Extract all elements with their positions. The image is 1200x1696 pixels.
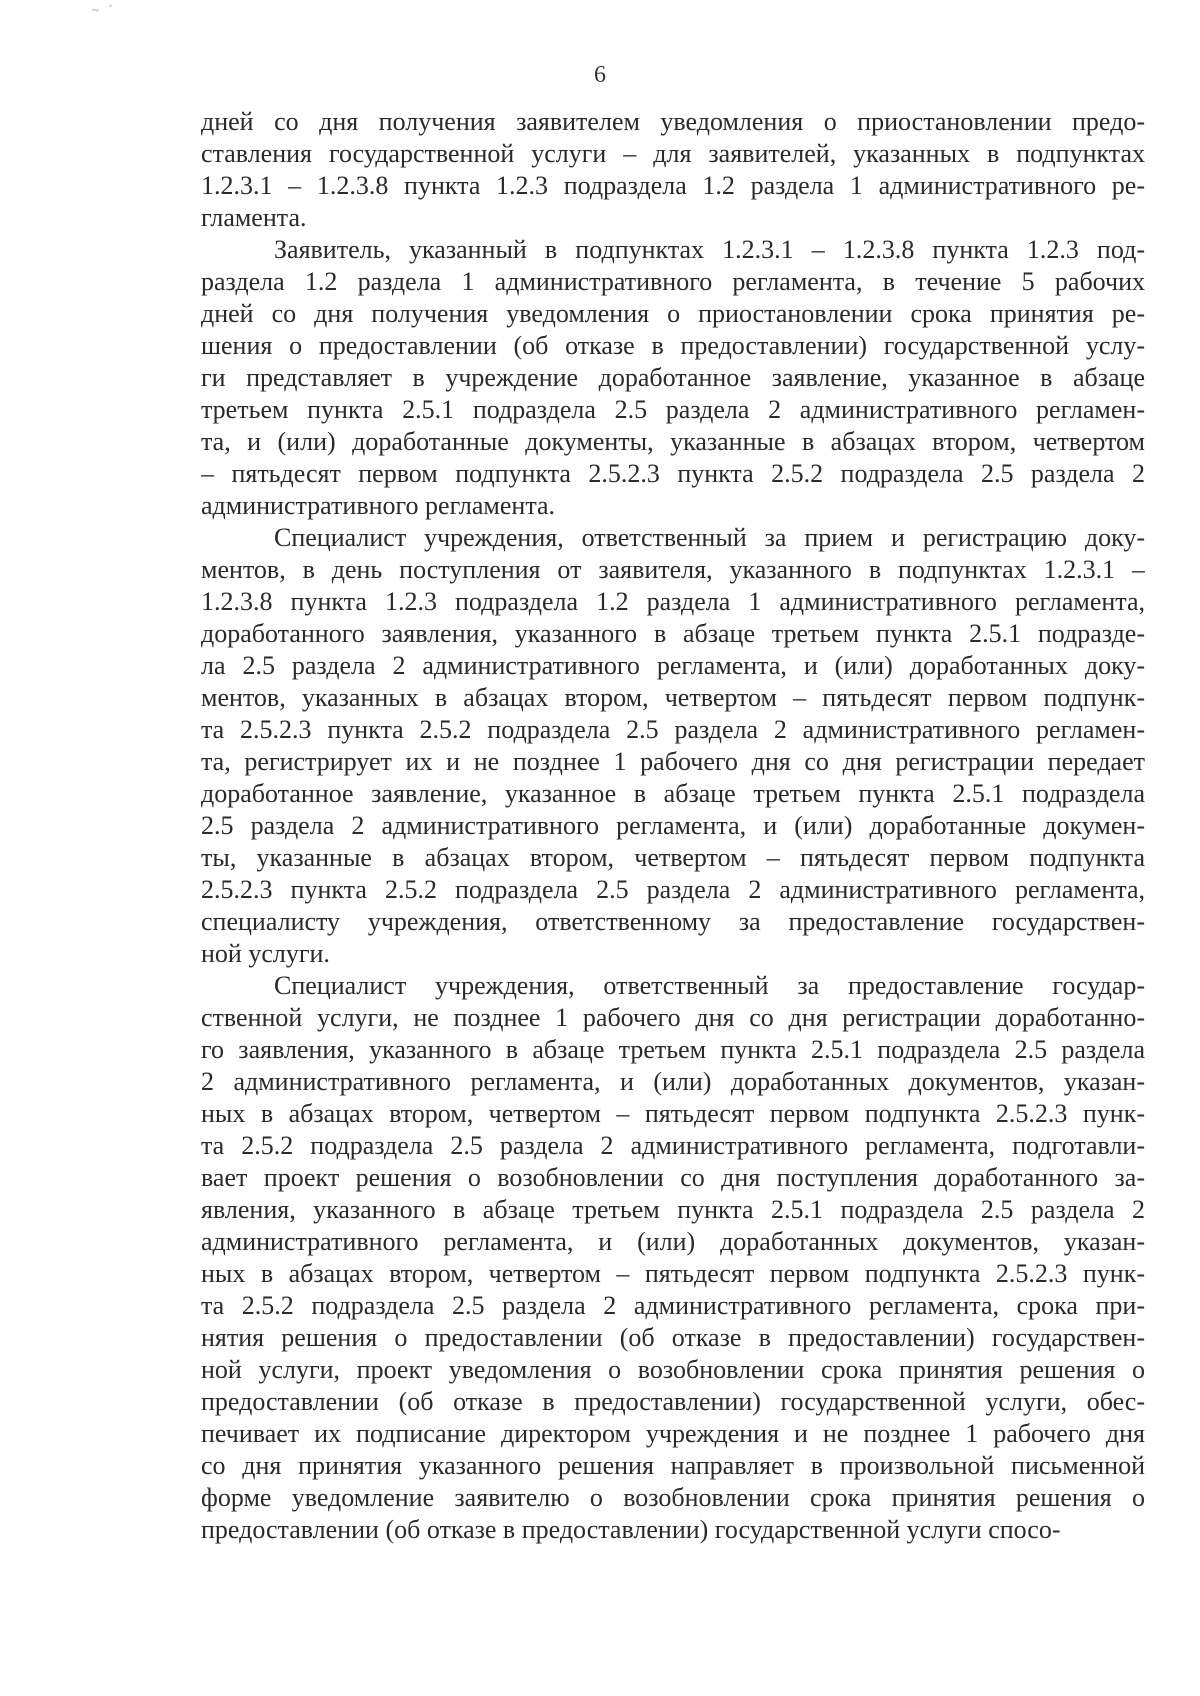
text-line: ной услуги, проект уведомления о возобновлении срока принятия решения о	[201, 1355, 1145, 1384]
text-line: 1.2.3.1 – 1.2.3.8 пункта 1.2.3 подраздела 1.2 раздела 1 административного ре-	[201, 171, 1145, 200]
text-line: го заявления, указанного в абзаце третьем пункта 2.5.1 подраздела 2.5 раздела	[201, 1035, 1145, 1064]
text-line: гламента.	[201, 203, 307, 232]
text-line: ты, указанные в абзацах втором, четвертом – пятьдесят первом подпункта	[201, 843, 1145, 872]
text-line: 1.2.3.8 пункта 1.2.3 подраздела 1.2 раздела 1 административного регламента,	[201, 587, 1145, 616]
text-line: форме уведомление заявителю о возобновлении срока принятия решения о	[201, 1483, 1145, 1512]
text-line: ментов, указанных в абзацах втором, четвертом – пятьдесят первом подпунк-	[201, 683, 1145, 712]
text-line: та 2.5.2.3 пункта 2.5.2 подраздела 2.5 раздела 2 административного регламен-	[201, 715, 1145, 744]
paragraph	[201, 522, 1145, 970]
scan-artifact-mark: ~ ˊ	[92, 2, 116, 17]
text-line: доработанного заявления, указанного в абзаце третьем пункта 2.5.1 подразде-	[201, 619, 1145, 648]
text-line: ментов, в день поступления от заявителя, указанного в подпунктах 1.2.3.1 –	[201, 555, 1145, 584]
text-line: 2.5.2.3 пункта 2.5.2 подраздела 2.5 раздела 2 административного регламента,	[201, 875, 1145, 904]
text-line: Заявитель, указанный в подпунктах 1.2.3.1 – 1.2.3.8 пункта 1.2.3 под-	[274, 235, 1145, 264]
paragraph	[201, 970, 1145, 1546]
text-line: шения о предоставлении (об отказе в предоставлении) государственной услу-	[201, 331, 1145, 360]
text-line: ственной услуги, не позднее 1 рабочего дня со дня регистрации доработанно-	[201, 1003, 1145, 1032]
text-line: та, регистрирует их и не позднее 1 рабочего дня со дня регистрации передает	[201, 747, 1145, 776]
text-line: дней со дня получения уведомления о приостановлении срока принятия ре-	[201, 299, 1145, 328]
text-line: раздела 1.2 раздела 1 административного регламента, в течение 5 рабочих	[201, 267, 1145, 296]
text-line: дней со дня получения заявителем уведомления о приостановлении предо-	[201, 107, 1145, 136]
text-line: вает проект решения о возобновлении со дня поступления доработанного за-	[201, 1163, 1145, 1192]
text-line: нятия решения о предоставлении (об отказе в предоставлении) государствен-	[201, 1323, 1145, 1352]
text-line: печивает их подписание директором учреждения и не позднее 1 рабочего дня	[201, 1419, 1145, 1448]
text-line: третьем пункта 2.5.1 подраздела 2.5 раздела 2 административного регламен-	[201, 395, 1145, 424]
page-number: 6	[594, 62, 606, 88]
text-line: предоставлении (об отказе в предоставлении) государственной услуги, обес-	[201, 1387, 1145, 1416]
text-line: та 2.5.2 подраздела 2.5 раздела 2 административного регламента, подготавли-	[201, 1131, 1145, 1160]
text-line: 2 административного регламента, и (или) доработанных документов, указан-	[201, 1067, 1145, 1096]
text-line: административного регламента, и (или) доработанных документов, указан-	[201, 1227, 1145, 1256]
text-line: Специалист учреждения, ответственный за предоставление государ-	[274, 971, 1145, 1000]
text-line: предоставлении (об отказе в предоставлении) государственной услуги спосо-	[201, 1515, 1061, 1544]
text-line: ных в абзацах втором, четвертом – пятьдесят первом подпункта 2.5.2.3 пунк-	[201, 1259, 1145, 1288]
text-line: доработанное заявление, указанное в абзаце третьем пункта 2.5.1 подраздела	[201, 779, 1145, 808]
text-line: Специалист учреждения, ответственный за прием и регистрацию доку-	[274, 523, 1145, 552]
text-line: ла 2.5 раздела 2 административного регламента, и (или) доработанных доку-	[201, 651, 1145, 680]
text-line: ной услуги.	[201, 939, 330, 968]
text-line: ных в абзацах втором, четвертом – пятьдесят первом подпункта 2.5.2.3 пунк-	[201, 1099, 1145, 1128]
text-line: – пятьдесят первом подпункта 2.5.2.3 пункта 2.5.2 подраздела 2.5 раздела 2	[201, 459, 1145, 488]
text-line: специалисту учреждения, ответственному за предоставление государствен-	[201, 907, 1145, 936]
text-line: та, и (или) доработанные документы, указанные в абзацах втором, четвертом	[201, 427, 1145, 456]
text-line: явления, указанного в абзаце третьем пункта 2.5.1 подраздела 2.5 раздела 2	[201, 1195, 1145, 1224]
text-line: та 2.5.2 подраздела 2.5 раздела 2 административного регламента, срока при-	[201, 1291, 1145, 1320]
text-line: 2.5 раздела 2 административного регламента, и (или) доработанные докумен-	[201, 811, 1145, 840]
paragraph	[201, 234, 1145, 522]
document-body	[201, 106, 1145, 1546]
text-line: ставления государственной услуги – для заявителей, указанных в подпунктах	[201, 139, 1145, 168]
text-line: административного регламента.	[201, 491, 556, 520]
text-line: со дня принятия указанного решения направляет в произвольной письменной	[201, 1451, 1145, 1480]
text-line: ги представляет в учреждение доработанное заявление, указанное в абзаце	[201, 363, 1145, 392]
paragraph	[201, 106, 1145, 234]
